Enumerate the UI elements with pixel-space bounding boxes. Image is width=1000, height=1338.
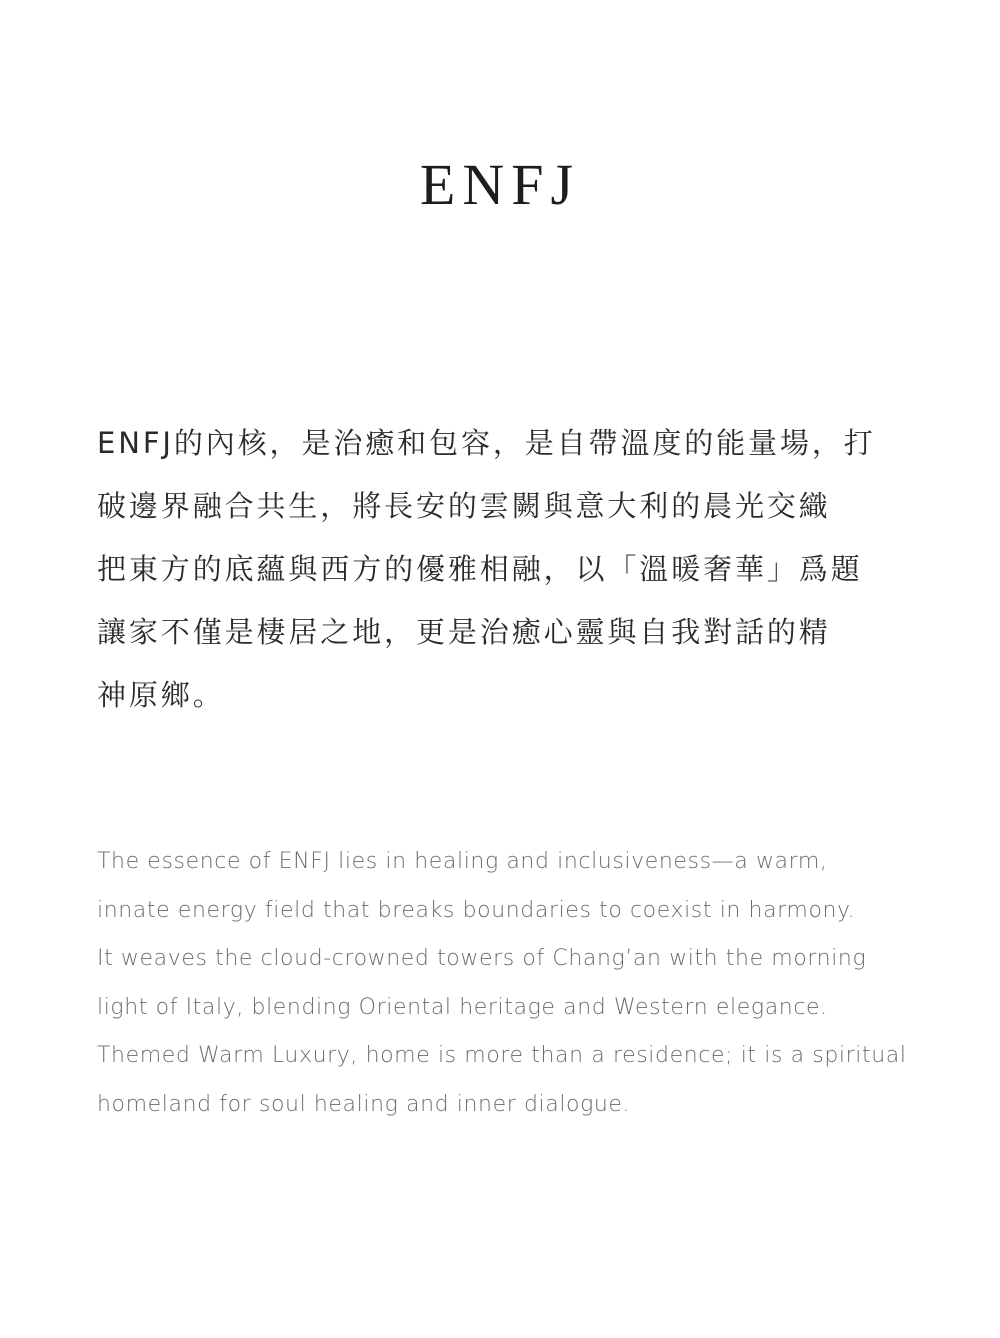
- page-title: ENFJ: [419, 152, 581, 217]
- english-line: homeland for soul healing and inner dialogue.: [97, 1091, 631, 1117]
- chinese-paragraph: [97, 412, 912, 727]
- english-line: innate energy field that breaks boundaries to coexist in harmony.: [97, 897, 856, 923]
- english-line: light of Italy, blending Oriental heritage and Western elegance.: [97, 994, 828, 1020]
- chinese-line: 神原鄉。: [97, 678, 225, 712]
- english-line: The essence of ENFJ lies in healing and inclusiveness—a warm,: [97, 849, 828, 874]
- chinese-line: 讓家不僅是棲居之地，更是治癒心靈與自我對話的精: [97, 615, 831, 649]
- english-paragraph: [97, 838, 912, 1130]
- chinese-line: ENFJ的內核，是治癒和包容，是自帶溫度的能量場，打: [97, 426, 876, 460]
- english-line: Themed Warm Luxury, home is more than a residence; it is a spiritual: [97, 1043, 907, 1069]
- english-line: It weaves the cloud-crowned towers of Chang’an with the morning: [97, 946, 867, 972]
- chinese-line: 破邊界融合共生，將長安的雲闕與意大利的晨光交織: [97, 489, 831, 523]
- chinese-line: 把東方的底蘊與西方的優雅相融，以「溫暖奢華」爲題: [97, 552, 863, 586]
